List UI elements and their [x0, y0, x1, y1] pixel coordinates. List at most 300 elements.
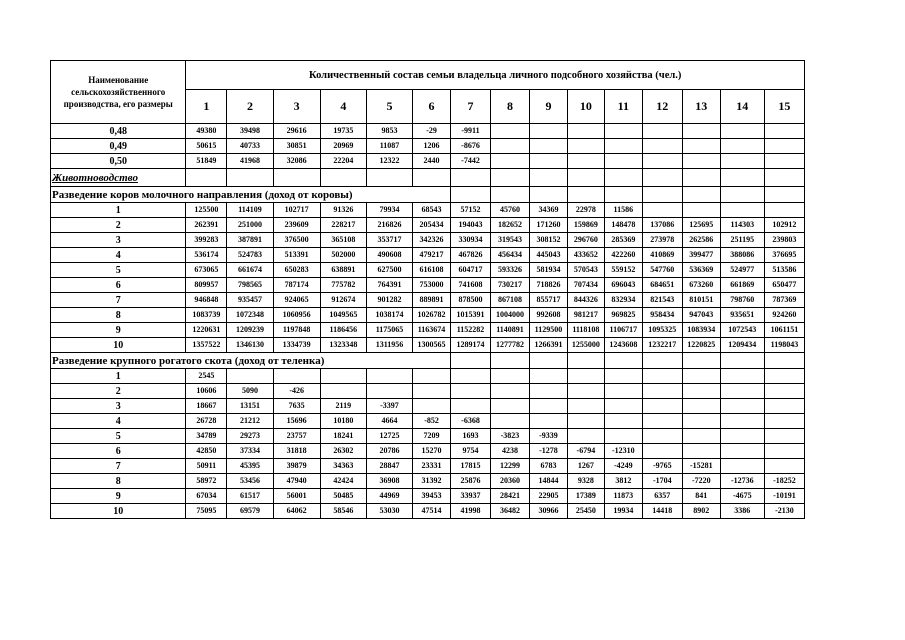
- empty-cell[interactable]: [764, 169, 804, 187]
- value-cell[interactable]: 2545: [186, 369, 227, 384]
- value-cell[interactable]: [413, 384, 451, 399]
- value-cell[interactable]: 11087: [366, 139, 412, 154]
- empty-cell[interactable]: [491, 169, 530, 187]
- value-cell[interactable]: 11586: [604, 203, 642, 218]
- value-cell[interactable]: 68543: [413, 203, 451, 218]
- column-number-header[interactable]: 9: [529, 90, 567, 124]
- empty-cell[interactable]: [764, 353, 804, 369]
- empty-cell[interactable]: [413, 169, 451, 187]
- value-cell[interactable]: 1015391: [451, 308, 491, 323]
- value-cell[interactable]: [682, 384, 720, 399]
- value-cell[interactable]: [764, 384, 804, 399]
- value-cell[interactable]: 12322: [366, 154, 412, 169]
- value-cell[interactable]: 889891: [413, 293, 451, 308]
- value-cell[interactable]: 22905: [529, 489, 567, 504]
- value-cell[interactable]: [491, 384, 530, 399]
- column-number-header[interactable]: 14: [720, 90, 764, 124]
- value-cell[interactable]: 47940: [273, 474, 320, 489]
- value-cell[interactable]: -9911: [451, 124, 491, 139]
- value-cell[interactable]: 19934: [604, 504, 642, 519]
- value-cell[interactable]: 21212: [227, 414, 273, 429]
- value-cell[interactable]: [491, 139, 530, 154]
- value-cell[interactable]: -9765: [642, 459, 682, 474]
- value-cell[interactable]: 1323348: [320, 338, 366, 353]
- value-cell[interactable]: 14844: [529, 474, 567, 489]
- value-cell[interactable]: 10180: [320, 414, 366, 429]
- value-cell[interactable]: [720, 203, 764, 218]
- empty-cell[interactable]: [720, 187, 764, 203]
- value-cell[interactable]: 855717: [529, 293, 567, 308]
- value-cell[interactable]: -2130: [764, 504, 804, 519]
- value-cell[interactable]: 559152: [604, 263, 642, 278]
- value-cell[interactable]: [764, 369, 804, 384]
- value-cell[interactable]: [451, 399, 491, 414]
- empty-cell[interactable]: [491, 187, 530, 203]
- value-cell[interactable]: 627500: [366, 263, 412, 278]
- value-cell[interactable]: -10191: [764, 489, 804, 504]
- value-cell[interactable]: 1152282: [451, 323, 491, 338]
- value-cell[interactable]: 30851: [273, 139, 320, 154]
- value-cell[interactable]: [604, 414, 642, 429]
- empty-cell[interactable]: [764, 187, 804, 203]
- value-cell[interactable]: [491, 399, 530, 414]
- value-cell[interactable]: 947043: [682, 308, 720, 323]
- value-cell[interactable]: [720, 444, 764, 459]
- value-cell[interactable]: 821543: [642, 293, 682, 308]
- value-cell[interactable]: [642, 203, 682, 218]
- value-cell[interactable]: [604, 429, 642, 444]
- empty-cell[interactable]: [451, 187, 491, 203]
- value-cell[interactable]: 17815: [451, 459, 491, 474]
- value-cell[interactable]: 753000: [413, 278, 451, 293]
- value-cell[interactable]: -4249: [604, 459, 642, 474]
- empty-cell[interactable]: [529, 187, 567, 203]
- value-cell[interactable]: 387891: [227, 233, 273, 248]
- value-cell[interactable]: 17389: [567, 489, 604, 504]
- value-cell[interactable]: [682, 414, 720, 429]
- value-cell[interactable]: 31392: [413, 474, 451, 489]
- value-cell[interactable]: [642, 429, 682, 444]
- value-cell[interactable]: [682, 369, 720, 384]
- empty-cell[interactable]: [567, 187, 604, 203]
- empty-cell[interactable]: [642, 169, 682, 187]
- value-cell[interactable]: [451, 369, 491, 384]
- value-cell[interactable]: [682, 139, 720, 154]
- empty-cell[interactable]: [604, 187, 642, 203]
- value-cell[interactable]: 2440: [413, 154, 451, 169]
- column-number-header[interactable]: 8: [491, 90, 530, 124]
- value-cell[interactable]: 536174: [186, 248, 227, 263]
- value-cell[interactable]: -29: [413, 124, 451, 139]
- value-cell[interactable]: 1255000: [567, 338, 604, 353]
- value-cell[interactable]: 1220825: [682, 338, 720, 353]
- value-cell[interactable]: 4238: [491, 444, 530, 459]
- empty-cell[interactable]: [642, 187, 682, 203]
- value-cell[interactable]: 1209434: [720, 338, 764, 353]
- value-cell[interactable]: [682, 154, 720, 169]
- value-cell[interactable]: 673065: [186, 263, 227, 278]
- value-cell[interactable]: 524783: [227, 248, 273, 263]
- value-cell[interactable]: 1206: [413, 139, 451, 154]
- value-cell[interactable]: 433652: [567, 248, 604, 263]
- value-cell[interactable]: 810151: [682, 293, 720, 308]
- value-cell[interactable]: [529, 124, 567, 139]
- value-cell[interactable]: 764391: [366, 278, 412, 293]
- value-cell[interactable]: 1106717: [604, 323, 642, 338]
- column-number-header[interactable]: 2: [227, 90, 273, 124]
- subsection-title-cell[interactable]: [51, 187, 451, 203]
- column-number-header[interactable]: 7: [451, 90, 491, 124]
- value-cell[interactable]: [273, 369, 320, 384]
- empty-cell[interactable]: [642, 353, 682, 369]
- value-cell[interactable]: 1060956: [273, 308, 320, 323]
- value-cell[interactable]: [529, 384, 567, 399]
- value-cell[interactable]: 946848: [186, 293, 227, 308]
- value-cell[interactable]: 707434: [567, 278, 604, 293]
- empty-cell[interactable]: [567, 353, 604, 369]
- column-number-header[interactable]: 15: [764, 90, 804, 124]
- value-cell[interactable]: [682, 444, 720, 459]
- value-cell[interactable]: [567, 139, 604, 154]
- value-cell[interactable]: 26728: [186, 414, 227, 429]
- value-cell[interactable]: 14418: [642, 504, 682, 519]
- empty-cell[interactable]: [720, 169, 764, 187]
- value-cell[interactable]: 39879: [273, 459, 320, 474]
- value-cell[interactable]: [764, 459, 804, 474]
- value-cell[interactable]: [491, 369, 530, 384]
- value-cell[interactable]: -6794: [567, 444, 604, 459]
- value-cell[interactable]: 969825: [604, 308, 642, 323]
- row-label-cell[interactable]: 0,49: [51, 139, 186, 154]
- column-number-header[interactable]: 13: [682, 90, 720, 124]
- value-cell[interactable]: [567, 414, 604, 429]
- value-cell[interactable]: 1357522: [186, 338, 227, 353]
- row-label-header[interactable]: Наименование сельскохозяйственного производства, его размеры: [51, 61, 186, 124]
- value-cell[interactable]: -7220: [682, 474, 720, 489]
- value-cell[interactable]: -7442: [451, 154, 491, 169]
- value-cell[interactable]: 182652: [491, 218, 530, 233]
- value-cell[interactable]: -852: [413, 414, 451, 429]
- value-cell[interactable]: 775782: [320, 278, 366, 293]
- value-cell[interactable]: -3397: [366, 399, 412, 414]
- empty-cell[interactable]: [366, 169, 412, 187]
- value-cell[interactable]: 64062: [273, 504, 320, 519]
- empty-cell[interactable]: [604, 353, 642, 369]
- value-cell[interactable]: 34363: [320, 459, 366, 474]
- value-cell[interactable]: [604, 369, 642, 384]
- value-cell[interactable]: 308152: [529, 233, 567, 248]
- empty-cell[interactable]: [682, 353, 720, 369]
- value-cell[interactable]: 6783: [529, 459, 567, 474]
- value-cell[interactable]: 125500: [186, 203, 227, 218]
- value-cell[interactable]: 49380: [186, 124, 227, 139]
- empty-cell[interactable]: [227, 169, 273, 187]
- value-cell[interactable]: [366, 369, 412, 384]
- value-cell[interactable]: 37334: [227, 444, 273, 459]
- value-cell[interactable]: 22204: [320, 154, 366, 169]
- value-cell[interactable]: 1311956: [366, 338, 412, 353]
- value-cell[interactable]: 878500: [451, 293, 491, 308]
- value-cell[interactable]: 3386: [720, 504, 764, 519]
- value-cell[interactable]: [642, 124, 682, 139]
- value-cell[interactable]: 924260: [764, 308, 804, 323]
- value-cell[interactable]: -6368: [451, 414, 491, 429]
- value-cell[interactable]: [451, 384, 491, 399]
- empty-cell[interactable]: [720, 353, 764, 369]
- value-cell[interactable]: 650283: [273, 263, 320, 278]
- column-number-header[interactable]: 4: [320, 90, 366, 124]
- value-cell[interactable]: -9339: [529, 429, 567, 444]
- row-label-cell[interactable]: 6: [51, 444, 186, 459]
- value-cell[interactable]: 798760: [720, 293, 764, 308]
- value-cell[interactable]: [529, 414, 567, 429]
- value-cell[interactable]: 18241: [320, 429, 366, 444]
- value-cell[interactable]: 867108: [491, 293, 530, 308]
- value-cell[interactable]: [720, 154, 764, 169]
- value-cell[interactable]: 422260: [604, 248, 642, 263]
- value-cell[interactable]: 1175065: [366, 323, 412, 338]
- value-cell[interactable]: 696043: [604, 278, 642, 293]
- value-cell[interactable]: [720, 429, 764, 444]
- value-cell[interactable]: 75095: [186, 504, 227, 519]
- value-cell[interactable]: [682, 203, 720, 218]
- value-cell[interactable]: 718826: [529, 278, 567, 293]
- value-cell[interactable]: 1038174: [366, 308, 412, 323]
- value-cell[interactable]: 616108: [413, 263, 451, 278]
- value-cell[interactable]: [720, 414, 764, 429]
- row-label-cell[interactable]: 4: [51, 248, 186, 263]
- value-cell[interactable]: 12299: [491, 459, 530, 474]
- row-label-cell[interactable]: 0,50: [51, 154, 186, 169]
- row-label-cell[interactable]: 7: [51, 459, 186, 474]
- value-cell[interactable]: 40733: [227, 139, 273, 154]
- value-cell[interactable]: 1693: [451, 429, 491, 444]
- column-number-header[interactable]: 3: [273, 90, 320, 124]
- value-cell[interactable]: [764, 429, 804, 444]
- value-cell[interactable]: 28421: [491, 489, 530, 504]
- value-cell[interactable]: 20360: [491, 474, 530, 489]
- value-cell[interactable]: 661869: [720, 278, 764, 293]
- value-cell[interactable]: [567, 124, 604, 139]
- value-cell[interactable]: 593326: [491, 263, 530, 278]
- value-cell[interactable]: 4664: [366, 414, 412, 429]
- empty-cell[interactable]: [273, 169, 320, 187]
- value-cell[interactable]: 114109: [227, 203, 273, 218]
- value-cell[interactable]: 490608: [366, 248, 412, 263]
- value-cell[interactable]: -3823: [491, 429, 530, 444]
- value-cell[interactable]: 787174: [273, 278, 320, 293]
- empty-cell[interactable]: [451, 169, 491, 187]
- value-cell[interactable]: [529, 399, 567, 414]
- value-cell[interactable]: 47514: [413, 504, 451, 519]
- value-cell[interactable]: 171260: [529, 218, 567, 233]
- value-cell[interactable]: 684651: [642, 278, 682, 293]
- value-cell[interactable]: 39498: [227, 124, 273, 139]
- value-cell[interactable]: 53030: [366, 504, 412, 519]
- row-label-cell[interactable]: 3: [51, 399, 186, 414]
- value-cell[interactable]: 50615: [186, 139, 227, 154]
- value-cell[interactable]: [720, 459, 764, 474]
- value-cell[interactable]: -15281: [682, 459, 720, 474]
- value-cell[interactable]: 730217: [491, 278, 530, 293]
- value-cell[interactable]: 7635: [273, 399, 320, 414]
- value-cell[interactable]: 638891: [320, 263, 366, 278]
- value-cell[interactable]: 239609: [273, 218, 320, 233]
- value-cell[interactable]: 50485: [320, 489, 366, 504]
- value-cell[interactable]: [529, 154, 567, 169]
- value-cell[interactable]: 935457: [227, 293, 273, 308]
- row-label-cell[interactable]: 8: [51, 474, 186, 489]
- value-cell[interactable]: 114303: [720, 218, 764, 233]
- value-cell[interactable]: 1220631: [186, 323, 227, 338]
- row-label-cell[interactable]: 5: [51, 263, 186, 278]
- value-cell[interactable]: 125695: [682, 218, 720, 233]
- value-cell[interactable]: 809957: [186, 278, 227, 293]
- value-cell[interactable]: 399283: [186, 233, 227, 248]
- value-cell[interactable]: 15270: [413, 444, 451, 459]
- value-cell[interactable]: [320, 369, 366, 384]
- row-label-cell[interactable]: 1: [51, 369, 186, 384]
- table-caption[interactable]: Количественный состав семьи владельца личного подсобного хозяйства (чел.): [186, 61, 805, 90]
- value-cell[interactable]: [764, 399, 804, 414]
- value-cell[interactable]: 7209: [413, 429, 451, 444]
- value-cell[interactable]: [567, 384, 604, 399]
- value-cell[interactable]: 159869: [567, 218, 604, 233]
- value-cell[interactable]: 912674: [320, 293, 366, 308]
- value-cell[interactable]: 330934: [451, 233, 491, 248]
- value-cell[interactable]: 650477: [764, 278, 804, 293]
- value-cell[interactable]: 45395: [227, 459, 273, 474]
- value-cell[interactable]: 388086: [720, 248, 764, 263]
- value-cell[interactable]: 51849: [186, 154, 227, 169]
- value-cell[interactable]: 798565: [227, 278, 273, 293]
- value-cell[interactable]: [764, 414, 804, 429]
- value-cell[interactable]: 445043: [529, 248, 567, 263]
- column-number-header[interactable]: 10: [567, 90, 604, 124]
- value-cell[interactable]: 342326: [413, 233, 451, 248]
- empty-cell[interactable]: [451, 353, 491, 369]
- value-cell[interactable]: [413, 399, 451, 414]
- value-cell[interactable]: 1072348: [227, 308, 273, 323]
- value-cell[interactable]: -1704: [642, 474, 682, 489]
- value-cell[interactable]: [642, 154, 682, 169]
- value-cell[interactable]: 36482: [491, 504, 530, 519]
- value-cell[interactable]: [682, 429, 720, 444]
- value-cell[interactable]: 1083934: [682, 323, 720, 338]
- empty-cell[interactable]: [320, 169, 366, 187]
- value-cell[interactable]: 10606: [186, 384, 227, 399]
- value-cell[interactable]: [642, 369, 682, 384]
- value-cell[interactable]: 44969: [366, 489, 412, 504]
- value-cell[interactable]: 6357: [642, 489, 682, 504]
- value-cell[interactable]: 36908: [366, 474, 412, 489]
- value-cell[interactable]: 841: [682, 489, 720, 504]
- value-cell[interactable]: 41998: [451, 504, 491, 519]
- value-cell[interactable]: 376695: [764, 248, 804, 263]
- value-cell[interactable]: [642, 444, 682, 459]
- value-cell[interactable]: 42424: [320, 474, 366, 489]
- value-cell[interactable]: 467826: [451, 248, 491, 263]
- value-cell[interactable]: [682, 124, 720, 139]
- column-number-header[interactable]: 12: [642, 90, 682, 124]
- value-cell[interactable]: 102912: [764, 218, 804, 233]
- value-cell[interactable]: [567, 154, 604, 169]
- value-cell[interactable]: 32086: [273, 154, 320, 169]
- value-cell[interactable]: 23331: [413, 459, 451, 474]
- value-cell[interactable]: 1198043: [764, 338, 804, 353]
- value-cell[interactable]: 205434: [413, 218, 451, 233]
- value-cell[interactable]: 262391: [186, 218, 227, 233]
- value-cell[interactable]: 26302: [320, 444, 366, 459]
- value-cell[interactable]: 239803: [764, 233, 804, 248]
- value-cell[interactable]: [320, 384, 366, 399]
- value-cell[interactable]: 1004000: [491, 308, 530, 323]
- value-cell[interactable]: 1209239: [227, 323, 273, 338]
- value-cell[interactable]: 20969: [320, 139, 366, 154]
- value-cell[interactable]: [642, 399, 682, 414]
- value-cell[interactable]: 513586: [764, 263, 804, 278]
- value-cell[interactable]: 410869: [642, 248, 682, 263]
- value-cell[interactable]: 524977: [720, 263, 764, 278]
- value-cell[interactable]: [720, 139, 764, 154]
- column-number-header[interactable]: 6: [413, 90, 451, 124]
- row-label-cell[interactable]: 7: [51, 293, 186, 308]
- value-cell[interactable]: 1095325: [642, 323, 682, 338]
- empty-cell[interactable]: [682, 169, 720, 187]
- row-label-cell[interactable]: 5: [51, 429, 186, 444]
- value-cell[interactable]: 19735: [320, 124, 366, 139]
- value-cell[interactable]: 536369: [682, 263, 720, 278]
- value-cell[interactable]: 1061151: [764, 323, 804, 338]
- value-cell[interactable]: 31818: [273, 444, 320, 459]
- value-cell[interactable]: 479217: [413, 248, 451, 263]
- value-cell[interactable]: [604, 399, 642, 414]
- value-cell[interactable]: [720, 399, 764, 414]
- value-cell[interactable]: [604, 384, 642, 399]
- value-cell[interactable]: -426: [273, 384, 320, 399]
- value-cell[interactable]: 28847: [366, 459, 412, 474]
- value-cell[interactable]: [604, 139, 642, 154]
- value-cell[interactable]: [491, 414, 530, 429]
- value-cell[interactable]: 513391: [273, 248, 320, 263]
- row-label-cell[interactable]: 3: [51, 233, 186, 248]
- row-label-cell[interactable]: 9: [51, 489, 186, 504]
- row-label-cell[interactable]: 0,48: [51, 124, 186, 139]
- value-cell[interactable]: 1346130: [227, 338, 273, 353]
- value-cell[interactable]: 273978: [642, 233, 682, 248]
- value-cell[interactable]: 365108: [320, 233, 366, 248]
- value-cell[interactable]: 502000: [320, 248, 366, 263]
- empty-cell[interactable]: [682, 187, 720, 203]
- value-cell[interactable]: 1026782: [413, 308, 451, 323]
- value-cell[interactable]: 456434: [491, 248, 530, 263]
- value-cell[interactable]: 1267: [567, 459, 604, 474]
- row-label-cell[interactable]: 8: [51, 308, 186, 323]
- value-cell[interactable]: [682, 399, 720, 414]
- value-cell[interactable]: [764, 203, 804, 218]
- value-cell[interactable]: 832934: [604, 293, 642, 308]
- value-cell[interactable]: [642, 139, 682, 154]
- value-cell[interactable]: 11873: [604, 489, 642, 504]
- value-cell[interactable]: 376500: [273, 233, 320, 248]
- empty-cell[interactable]: [529, 353, 567, 369]
- value-cell[interactable]: 319543: [491, 233, 530, 248]
- value-cell[interactable]: 15696: [273, 414, 320, 429]
- value-cell[interactable]: 69579: [227, 504, 273, 519]
- value-cell[interactable]: 13151: [227, 399, 273, 414]
- value-cell[interactable]: 1243608: [604, 338, 642, 353]
- value-cell[interactable]: [764, 444, 804, 459]
